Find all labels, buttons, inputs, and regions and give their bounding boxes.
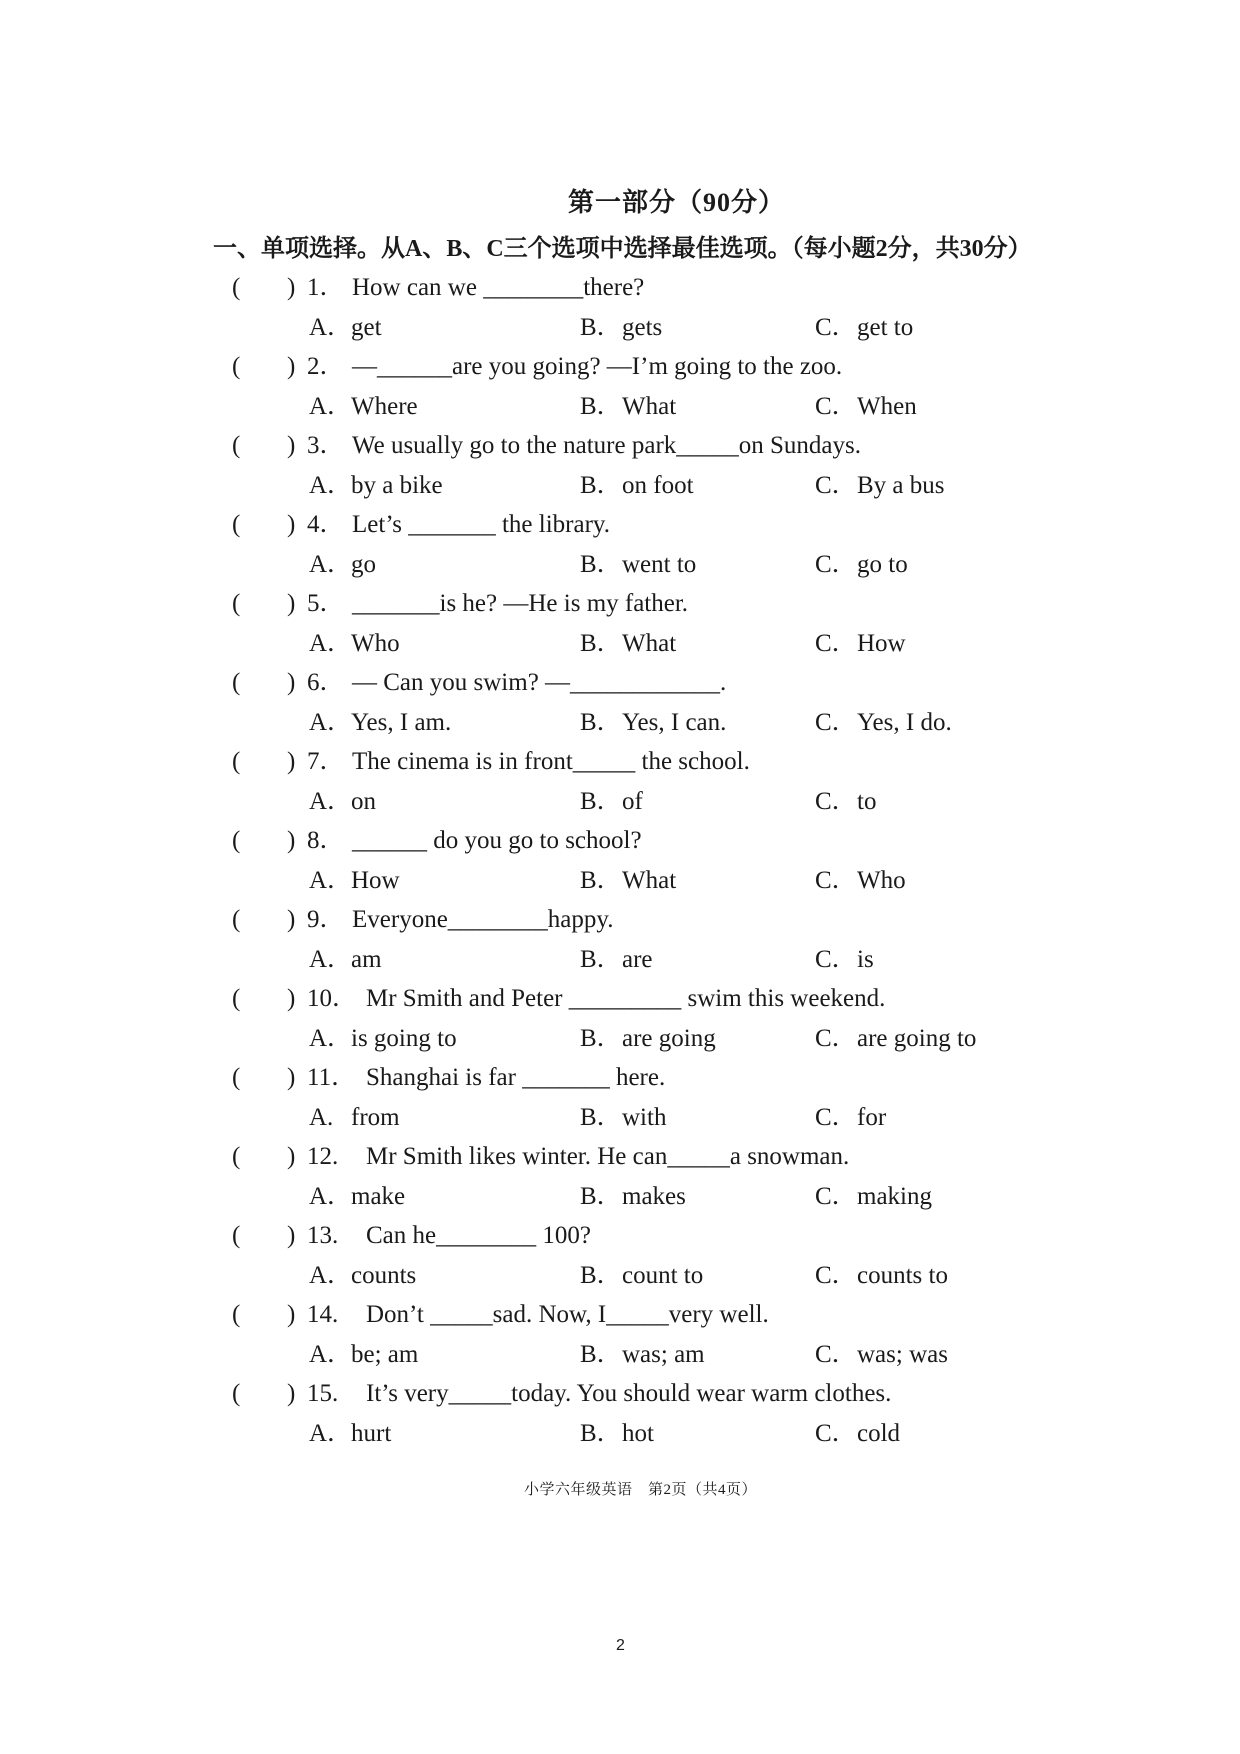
answer-paren-close[interactable]: ): [287, 432, 296, 459]
option-label: C．: [815, 393, 857, 420]
option-text: make: [351, 1183, 406, 1210]
option-c: [815, 1098, 886, 1137]
option-text: When: [857, 393, 917, 420]
question-stem: Mr Smith and Peter _________ swim this weekend.: [366, 985, 886, 1012]
answer-paren-open[interactable]: (: [232, 1301, 241, 1328]
option-label: A．: [309, 630, 353, 657]
option-text: hurt: [351, 1420, 392, 1447]
answer-paren-open[interactable]: (: [232, 1222, 241, 1249]
option-label: C．: [815, 472, 857, 499]
question-number: 6．: [307, 669, 345, 696]
option-text: on: [351, 788, 376, 815]
options-line: [0, 940, 1240, 979]
option-text: be; am: [351, 1341, 419, 1368]
question-stem: ______ do you go to school?: [352, 827, 642, 854]
question-line: [0, 1216, 1240, 1256]
option-b: [580, 1335, 705, 1374]
answer-paren-open[interactable]: (: [232, 1064, 241, 1091]
option-b: [580, 861, 676, 900]
options-line: [0, 1335, 1240, 1374]
page-number: 2: [616, 1637, 625, 1654]
question-line: [0, 1374, 1240, 1414]
options-line: [0, 466, 1240, 505]
option-label: B．: [580, 1183, 622, 1210]
option-label: C．: [815, 946, 857, 973]
option-c: [815, 861, 906, 900]
question-stem: It’s very_____today. You should wear warm clothes.: [366, 1380, 892, 1407]
question-item: [0, 1058, 1240, 1137]
option-text: Yes, I do.: [857, 709, 952, 736]
answer-paren-close[interactable]: ): [287, 1301, 296, 1328]
option-b: [580, 624, 676, 663]
option-a: [309, 861, 400, 900]
option-c: [815, 466, 945, 505]
question-line: [0, 1058, 1240, 1098]
question-item: [0, 821, 1240, 900]
question-item: [0, 505, 1240, 584]
question-line: [0, 663, 1240, 703]
answer-paren-open[interactable]: (: [232, 669, 241, 696]
option-text: is: [857, 946, 874, 973]
question-number: 13.: [307, 1222, 339, 1249]
option-label: C．: [815, 1341, 857, 1368]
option-c: [815, 940, 874, 979]
option-a: [309, 782, 376, 821]
question-number: 14.: [307, 1301, 339, 1328]
option-label: A．: [309, 1183, 353, 1210]
option-a: [309, 1256, 416, 1295]
option-text: gets: [622, 314, 663, 341]
option-text: get to: [857, 314, 914, 341]
answer-paren-close[interactable]: ): [287, 906, 296, 933]
options-line: [0, 1414, 1240, 1453]
option-text: of: [622, 788, 643, 815]
question-item: [0, 1295, 1240, 1374]
option-b: [580, 940, 653, 979]
answer-paren-close[interactable]: ): [287, 1222, 296, 1249]
question-line: [0, 821, 1240, 861]
option-text: from: [351, 1104, 400, 1131]
answer-paren-open[interactable]: (: [232, 748, 241, 775]
option-label: C．: [815, 1262, 857, 1289]
option-label: A．: [309, 1025, 353, 1052]
part-title: 第一部分（90分）: [568, 188, 786, 217]
question-line: [0, 426, 1240, 466]
option-label: C．: [815, 1183, 857, 1210]
question-stem: _______is he? —He is my father.: [352, 590, 689, 617]
option-text: went to: [622, 551, 697, 578]
option-label: C．: [815, 788, 857, 815]
option-text: is going to: [351, 1025, 457, 1052]
answer-paren-close[interactable]: ): [287, 748, 296, 775]
option-a: [309, 703, 451, 742]
option-a: [309, 1177, 405, 1216]
option-text: What: [622, 867, 677, 894]
question-stem: —______are you going? —I’m going to the zoo.: [352, 353, 843, 380]
option-label: B．: [580, 788, 622, 815]
option-b: [580, 1256, 703, 1295]
option-a: [309, 1019, 457, 1058]
option-text: How: [351, 867, 400, 894]
option-a: [309, 466, 443, 505]
question-item: [0, 268, 1240, 347]
option-label: B．: [580, 1262, 622, 1289]
option-text: with: [622, 1104, 667, 1131]
option-text: How: [857, 630, 906, 657]
options-line: [0, 545, 1240, 584]
option-a: [309, 1098, 400, 1137]
answer-paren-close[interactable]: ): [287, 511, 296, 538]
option-label: B．: [580, 946, 622, 973]
answer-paren-open[interactable]: (: [232, 827, 241, 854]
answer-paren-open[interactable]: (: [232, 1143, 241, 1170]
option-text: to: [857, 788, 877, 815]
question-stem: Let’s _______ the library.: [352, 511, 611, 538]
question-line: [0, 742, 1240, 782]
options-line: [0, 308, 1240, 347]
option-c: [815, 387, 917, 426]
option-label: C．: [815, 551, 857, 578]
option-a: [309, 545, 376, 584]
option-label: A．: [309, 551, 353, 578]
answer-paren-close[interactable]: ): [287, 353, 296, 380]
question-item: [0, 584, 1240, 663]
answer-paren-open[interactable]: (: [232, 353, 241, 380]
option-label: B．: [580, 1025, 622, 1052]
option-c: [815, 782, 876, 821]
question-line: [0, 1137, 1240, 1177]
option-text: are going: [622, 1025, 716, 1052]
option-b: [580, 308, 662, 347]
option-b: [580, 703, 726, 742]
option-b: [580, 782, 643, 821]
answer-paren-open[interactable]: (: [232, 274, 241, 301]
answer-paren-close[interactable]: ): [287, 985, 296, 1012]
question-number: 10．: [307, 985, 358, 1012]
option-text: By a bus: [857, 472, 945, 499]
option-text: am: [351, 946, 382, 973]
option-label: A．: [309, 1420, 353, 1447]
question-line: [0, 347, 1240, 387]
option-text: go: [351, 551, 376, 578]
option-label: C．: [815, 1025, 857, 1052]
option-label: C．: [815, 1420, 857, 1447]
option-text: cold: [857, 1420, 901, 1447]
answer-paren-close[interactable]: ): [287, 1143, 296, 1170]
option-a: [309, 940, 382, 979]
option-c: [815, 1256, 948, 1295]
option-text: are going to: [857, 1025, 977, 1052]
options-line: [0, 624, 1240, 663]
question-item: [0, 426, 1240, 505]
answer-paren-close[interactable]: ): [287, 274, 296, 301]
options-line: [0, 1098, 1240, 1137]
option-label: B．: [580, 314, 622, 341]
question-item: [0, 663, 1240, 742]
question-list: [0, 268, 1240, 1453]
option-label: C．: [815, 630, 857, 657]
option-label: B．: [580, 551, 622, 578]
question-number: 5．: [307, 590, 345, 617]
option-text: Where: [351, 393, 418, 420]
option-text: are: [622, 946, 653, 973]
question-stem: Don’t _____sad. Now, I_____very well.: [366, 1301, 769, 1328]
answer-paren-close[interactable]: ): [287, 590, 296, 617]
question-stem: Mr Smith likes winter. He can_____a snowman.: [366, 1143, 850, 1170]
question-line: [0, 584, 1240, 624]
answer-paren-close[interactable]: ): [287, 1064, 296, 1091]
answer-paren-open[interactable]: (: [232, 985, 241, 1012]
answer-paren-close[interactable]: ): [287, 669, 296, 696]
option-label: B．: [580, 1104, 622, 1131]
option-text: go to: [857, 551, 908, 578]
question-number: 4．: [307, 511, 345, 538]
answer-paren-open[interactable]: (: [232, 432, 241, 459]
option-text: was; was: [857, 1341, 948, 1368]
option-text: Who: [857, 867, 906, 894]
question-item: [0, 347, 1240, 426]
options-line: [0, 1177, 1240, 1216]
option-a: [309, 624, 400, 663]
option-text: on foot: [622, 472, 694, 499]
option-b: [580, 466, 694, 505]
option-text: hot: [622, 1420, 654, 1447]
question-line: [0, 900, 1240, 940]
question-stem: Everyone________happy.: [352, 906, 614, 933]
option-b: [580, 1177, 686, 1216]
option-label: A．: [309, 314, 353, 341]
option-label: C．: [815, 709, 857, 736]
question-stem: We usually go to the nature park_____on Sundays.: [352, 432, 862, 459]
option-text: counts to: [857, 1262, 948, 1289]
question-number: 11．: [307, 1064, 357, 1091]
question-number: 15.: [307, 1380, 339, 1407]
section-header: 一、单项选择。从A、B、C三个选项中选择最佳选项。（每小题2分，共30分）: [213, 236, 1032, 262]
question-item: [0, 979, 1240, 1058]
option-label: A．: [309, 867, 353, 894]
option-b: [580, 545, 696, 584]
option-b: [580, 1098, 666, 1137]
options-line: [0, 782, 1240, 821]
options-line: [0, 861, 1240, 900]
option-text: Yes, I can.: [622, 709, 727, 736]
option-label: B．: [580, 709, 622, 736]
option-c: [815, 703, 952, 742]
question-stem: The cinema is in front_____ the school.: [352, 748, 750, 775]
option-c: [815, 1177, 932, 1216]
option-label: A．: [309, 709, 353, 736]
option-c: [815, 1414, 900, 1453]
question-line: [0, 1295, 1240, 1335]
question-number: 1．: [307, 274, 345, 301]
option-c: [815, 1335, 948, 1374]
option-text: Who: [351, 630, 400, 657]
option-label: C．: [815, 867, 857, 894]
option-text: for: [857, 1104, 887, 1131]
option-c: [815, 308, 913, 347]
option-label: C．: [815, 1104, 857, 1131]
question-line: [0, 979, 1240, 1019]
option-a: [309, 387, 418, 426]
answer-paren-open[interactable]: (: [232, 1380, 241, 1407]
option-label: A．: [309, 1341, 353, 1368]
question-number: 9．: [307, 906, 345, 933]
answer-paren-close[interactable]: ): [287, 827, 296, 854]
option-label: A．: [309, 472, 353, 499]
option-text: What: [622, 630, 677, 657]
option-text: by a bike: [351, 472, 443, 499]
question-number: 8．: [307, 827, 345, 854]
option-a: [309, 1414, 391, 1453]
option-label: B．: [580, 393, 622, 420]
option-label: A.: [309, 1104, 334, 1131]
question-item: [0, 1374, 1240, 1453]
option-label: B．: [580, 867, 622, 894]
question-number: 3．: [307, 432, 345, 459]
question-number: 7．: [307, 748, 345, 775]
question-item: [0, 1216, 1240, 1295]
question-stem: — Can you swim? —____________.: [352, 669, 727, 696]
option-text: get: [351, 314, 382, 341]
question-line: [0, 505, 1240, 545]
answer-paren-open[interactable]: (: [232, 511, 241, 538]
option-label: B．: [580, 472, 622, 499]
option-b: [580, 387, 676, 426]
option-text: Yes, I am.: [351, 709, 452, 736]
answer-paren-open[interactable]: (: [232, 906, 241, 933]
question-number: 2．: [307, 353, 345, 380]
page-footer: 小学六年级英语 第2页（共4页）: [524, 1482, 758, 1498]
option-b: [580, 1414, 654, 1453]
option-label: A．: [309, 946, 353, 973]
question-item: [0, 900, 1240, 979]
question-number: 12.: [307, 1143, 339, 1170]
option-b: [580, 1019, 716, 1058]
option-label: A．: [309, 788, 353, 815]
option-label: B．: [580, 1420, 622, 1447]
question-item: [0, 1137, 1240, 1216]
question-item: [0, 742, 1240, 821]
option-text: counts: [351, 1262, 417, 1289]
question-stem: Shanghai is far _______ here.: [366, 1064, 666, 1091]
option-text: What: [622, 393, 677, 420]
option-text: makes: [622, 1183, 686, 1210]
options-line: [0, 1256, 1240, 1295]
option-c: [815, 624, 906, 663]
option-text: count to: [622, 1262, 704, 1289]
answer-paren-open[interactable]: (: [232, 590, 241, 617]
option-a: [309, 308, 382, 347]
option-text: was; am: [622, 1341, 705, 1368]
option-label: A．: [309, 1262, 353, 1289]
option-label: B．: [580, 1341, 622, 1368]
option-label: A．: [309, 393, 353, 420]
question-stem: How can we ________there?: [352, 274, 645, 301]
options-line: [0, 387, 1240, 426]
option-c: [815, 1019, 976, 1058]
option-label: C．: [815, 314, 857, 341]
options-line: [0, 703, 1240, 742]
answer-paren-close[interactable]: ): [287, 1380, 296, 1407]
option-c: [815, 545, 908, 584]
option-label: B．: [580, 630, 622, 657]
question-stem: Can he________ 100?: [366, 1222, 591, 1249]
option-text: making: [857, 1183, 932, 1210]
option-a: [309, 1335, 418, 1374]
options-line: [0, 1019, 1240, 1058]
question-line: [0, 268, 1240, 308]
